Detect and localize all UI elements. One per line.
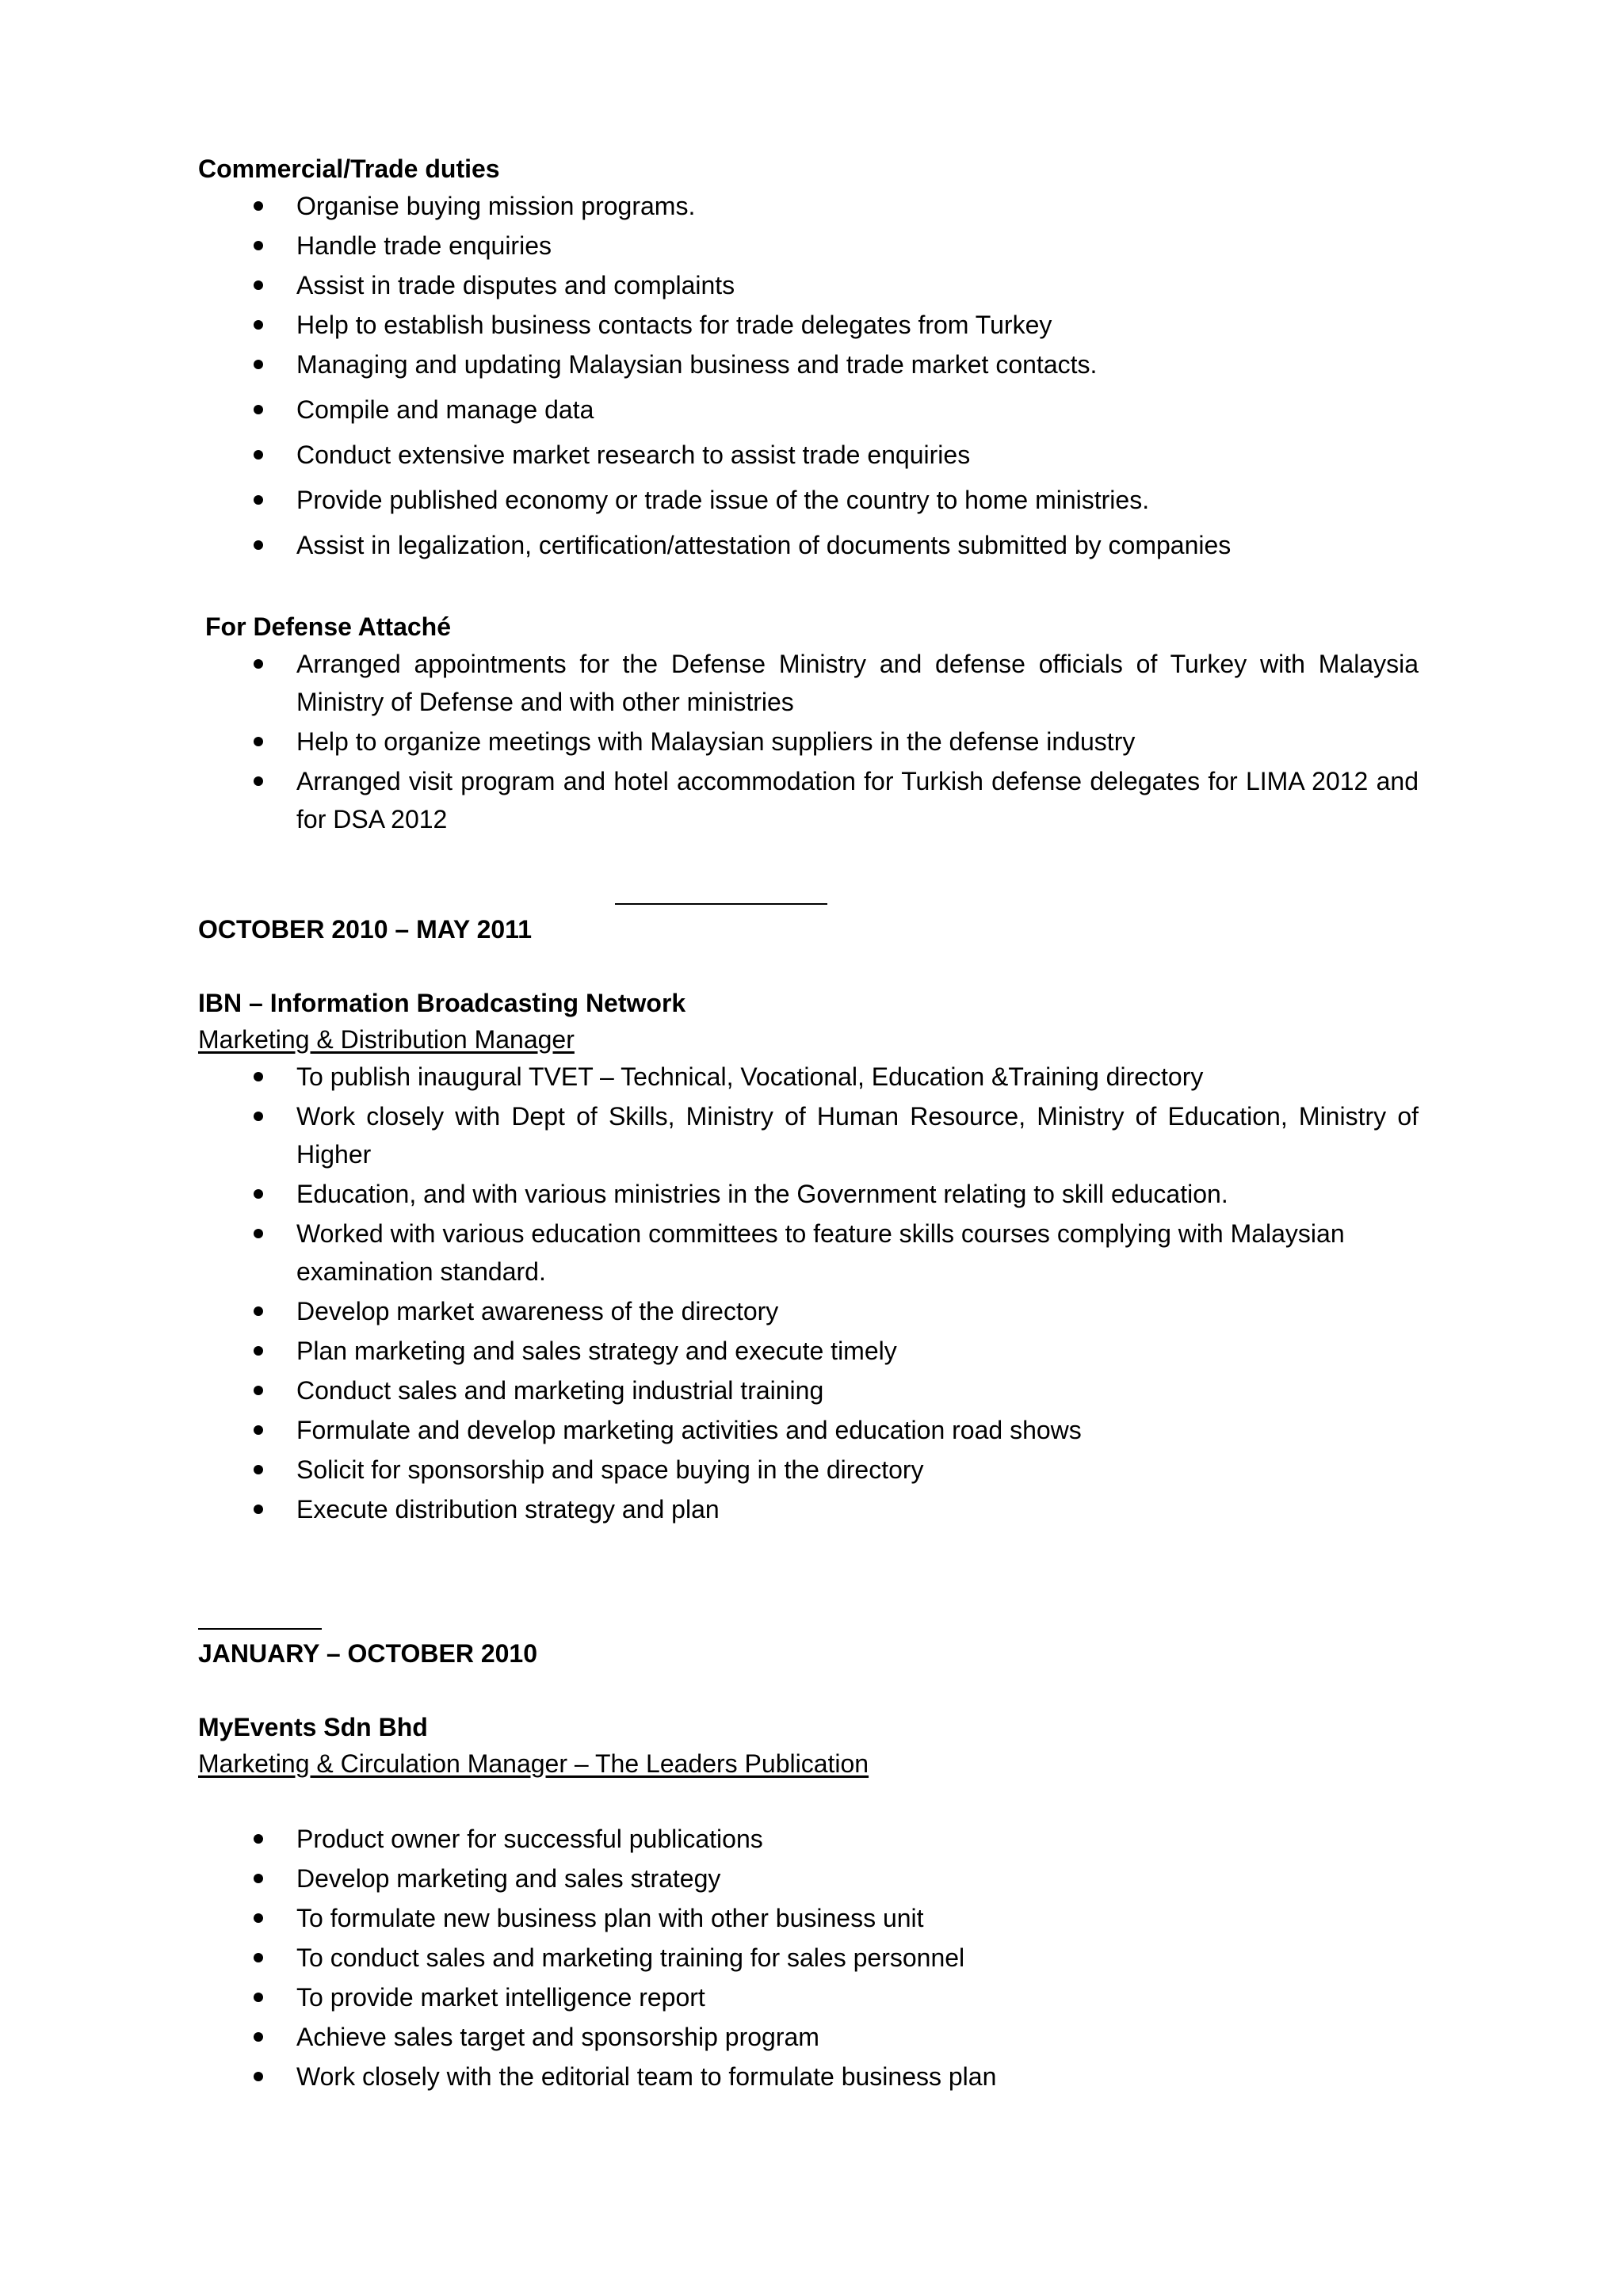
bullet-icon [254,450,263,460]
bullet-icon [254,320,263,330]
ibn-section [198,911,1419,948]
list-item: Conduct sales and marketing industrial training [198,1371,1419,1409]
bullet-icon [254,1346,263,1356]
list-item: Worked with various education committees to feature skills courses complying with Malaysian examination standard. [198,1215,1419,1291]
list-item: Develop marketing and sales strategy [198,1859,1419,1897]
defense-list [198,645,1419,838]
section-heading: For Defense Attaché [205,612,451,641]
bullet-icon [254,1306,263,1316]
list-item: Formulate and develop marketing activities and education road shows [198,1411,1419,1449]
bullet-icon [254,241,263,250]
list-item: Help to establish business contacts for trade delegates from Turkey [198,306,1419,344]
bullet-icon [254,540,263,550]
list-item: Compile and manage data [198,391,1419,429]
list-item: Assist in trade disputes and complaints [198,266,1419,304]
bullet-icon [254,495,263,505]
bullet-icon [254,776,263,786]
list-item: Achieve sales target and sponsorship program [198,2018,1419,2056]
bullet-icon [254,1874,263,1883]
bullet-icon [254,1953,263,1962]
myevents-role-block [198,1709,1419,1782]
list-item: Develop market awareness of the directory [198,1292,1419,1330]
job-title: Marketing & Circulation Manager – The Leaders Publication [198,1749,869,1778]
list-item: Handle trade enquiries [198,227,1419,265]
list-item: Work closely with the editorial team to formulate business plan [198,2058,1419,2096]
list-item: Managing and updating Malaysian business and trade market contacts. [198,345,1419,383]
job-title: Marketing & Distribution Manager [198,1025,575,1054]
bullet-icon [254,2032,263,2042]
list-item: Execute distribution strategy and plan [198,1490,1419,1528]
commercial-list-b [198,391,1419,564]
bullet-icon [254,2072,263,2081]
company-name: MyEvents Sdn Bhd [198,1713,428,1741]
bullet-icon [254,201,263,211]
ibn-list [198,1058,1419,1528]
bullet-icon [254,737,263,746]
list-item: Provide published economy or trade issue of the country to home ministries. [198,481,1419,519]
ibn-role-block [198,985,1419,1530]
separator-rule-1 [615,903,827,905]
myevents-list-block [198,1820,1419,2097]
commercial-section [198,151,1419,571]
list-item: To conduct sales and marketing training for sales personnel [198,1939,1419,1977]
bullet-icon [254,1834,263,1844]
defense-section [198,608,1419,840]
bullet-icon [254,1189,263,1199]
list-item: Product owner for successful publications [198,1820,1419,1858]
bullet-icon [254,1505,263,1514]
list-item-continuation: examination standard. [296,1257,546,1286]
myevents-list [198,1820,1419,2096]
list-item: Solicit for sponsorship and space buying in the directory [198,1451,1419,1489]
bullet-icon [254,1913,263,1923]
list-item: To provide market intelligence report [198,1978,1419,2016]
section-heading: Commercial/Trade duties [198,154,500,183]
list-item: Education, and with various ministries in the Government relating to skill education. [198,1175,1419,1213]
bullet-icon [254,1112,263,1121]
bullet-icon [254,1425,263,1435]
bullet-icon [254,659,263,669]
bullet-icon [254,1229,263,1238]
bullet-icon [254,1072,263,1081]
list-item: To publish inaugural TVET – Technical, Vocational, Education &Training directory [198,1058,1419,1096]
list-item: Assist in legalization, certification/attestation of documents submitted by companies [198,526,1419,564]
bullet-icon [254,360,263,369]
bullet-icon [254,405,263,414]
myevents-section [198,1635,1419,1672]
list-item: Plan marketing and sales strategy and execute timely [198,1332,1419,1370]
bullet-icon [254,1993,263,2002]
bullet-icon [254,280,263,290]
separator-rule-2 [198,1628,322,1630]
commercial-list-a [198,187,1419,383]
list-item: Organise buying mission programs. [198,187,1419,225]
list-item: Arranged appointments for the Defense Ministry and defense officials of Turkey with Malaysia Ministry of Defense and with other ministries [198,645,1419,721]
list-item: Conduct extensive market research to assist trade enquiries [198,436,1419,474]
bullet-icon [254,1386,263,1395]
list-item: To formulate new business plan with other business unit [198,1899,1419,1937]
bullet-icon [254,1465,263,1474]
list-item: Work closely with Dept of Skills, Ministry of Human Resource, Ministry of Education, Ministry of Higher [198,1097,1419,1173]
employment-period: JANUARY – OCTOBER 2010 [198,1639,537,1668]
employment-period: OCTOBER 2010 – MAY 2011 [198,915,532,944]
list-item: Arranged visit program and hotel accommodation for Turkish defense delegates for LIMA 2012 and for DSA 2012 [198,762,1419,838]
company-name: IBN – Information Broadcasting Network [198,989,686,1017]
list-item: Help to organize meetings with Malaysian suppliers in the defense industry [198,723,1419,761]
